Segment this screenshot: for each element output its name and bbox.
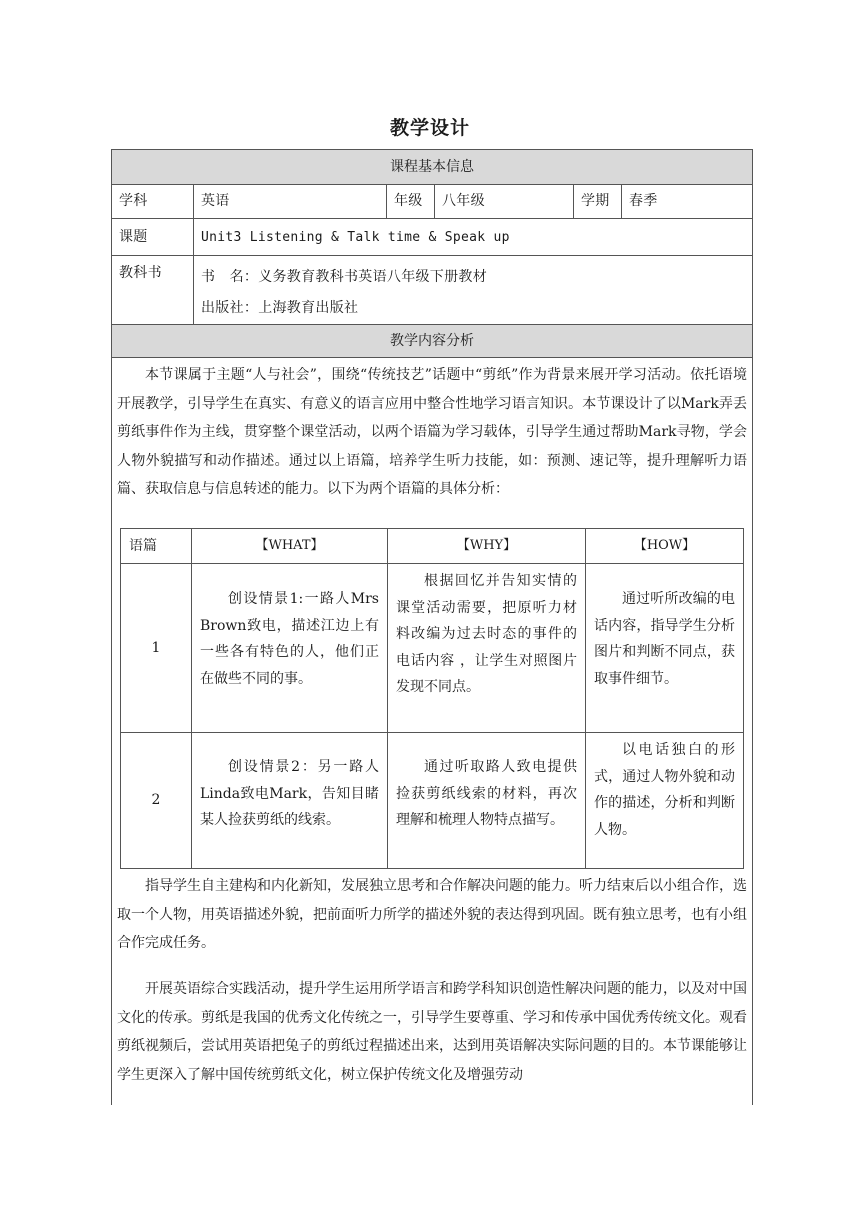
lesson-design-table <box>111 149 753 1105</box>
row-number: 1 <box>121 564 192 732</box>
textbook-name: 书 名：义务教育教科书英语八年级下册教材 <box>201 269 487 285</box>
textbook-label: 教科书 <box>112 256 194 324</box>
row-what: 创设情景2：另一路人Linda致电Mark，告知目睹某人捡获剪纸的线索。 <box>192 733 388 868</box>
header-what: 【WHAT】 <box>192 529 388 563</box>
topic-row <box>112 219 752 256</box>
page-title: 教学设计 <box>389 117 470 139</box>
row-what: 创设情景1:一路人Mrs Brown致电，描述江边上有一些各有特色的人，他们正在做些不同的事。 <box>192 564 388 732</box>
intro-paragraph: 本节课属于主题“人与社会”，围绕“传统技艺”话题中“剪纸”作为背景来展开学习活动。依托语境开展教学，引导学生在真实、有意义的语言应用中整合性地学习语言知识。本节课设计了以Mark弄丢剪纸事件作为主线，贯穿整个课堂活动，以两个语篇为学习载体，引导学生通过帮助Mark寻物，学会人物外貌描写和动作描述。通过以上语篇，培养学生听力技能，如：预测、速记等，提升理解听力语篇、获取信息与信息转述的能力。以下为两个语篇的具体分析： <box>117 367 747 497</box>
textbook-row <box>112 256 752 325</box>
textbook-value <box>194 256 752 324</box>
grade-value: 八年级 <box>435 185 574 218</box>
row-how: 以电话独白的形式，通过人物外貌和动作的描述，分析和判断人物。 <box>594 742 735 838</box>
text-analysis-table <box>120 528 744 869</box>
course-info-row <box>112 185 752 219</box>
row-number: 2 <box>121 733 192 868</box>
header-why: 【WHY】 <box>388 529 586 563</box>
section-header-content-analysis: 教学内容分析 <box>112 325 752 358</box>
grade-label: 年级 <box>387 185 435 218</box>
subject-label: 学科 <box>112 185 194 218</box>
table-row <box>121 733 743 868</box>
header-text-col: 语篇 <box>121 529 192 563</box>
subject-value: 英语 <box>194 185 387 218</box>
culture-paragraph: 开展英语综合实践活动，提升学生运用所学语言和跨学科知识创造性解决问题的能力，以及对中国文化的传承。剪纸是我国的优秀文化传统之一，引导学生要尊重、学习和传承中国优秀传统文化。观看剪纸视频后，尝试用英语把兔子的剪纸过程描述出来，达到用英语解决实际问题的目的。本节课能够让学生更深入了解中国传统剪纸文化，树立保护传统文化及增强劳动 <box>117 981 747 1083</box>
term-label: 学期 <box>574 185 622 218</box>
table-row <box>121 564 743 733</box>
textbook-publisher: 出版社：上海教育出版社 <box>201 300 359 316</box>
row-how: 通过听所改编的电话内容，指导学生分析图片和判断不同点，获取事件细节。 <box>594 591 735 687</box>
term-value: 春季 <box>629 193 658 209</box>
topic-value: Unit3 Listening & Talk time & Speak up <box>201 230 510 245</box>
practice-paragraph: 指导学生自主建构和内化新知，发展独立思考和合作解决问题的能力。听力结束后以小组合作，选取一个人物，用英语描述外貌，把前面听力所学的描述外貌的表达得到巩固。既有独立思考，也有小组合作完成任务。 <box>117 878 747 951</box>
row-why: 通过听取路人致电提供捡获剪纸线索的材料，再次理解和梳理人物特点描写。 <box>388 733 586 868</box>
header-how: 【HOW】 <box>633 538 696 553</box>
row-why: 根据回忆并告知实情的课堂活动需要，把原听力材料改编为过去时态的事件的电话内容 ，让学生对照图片发现不同点。 <box>388 564 586 732</box>
topic-label: 课题 <box>112 219 194 255</box>
section-header-course-info: 课程基本信息 <box>112 150 752 185</box>
analysis-header-row <box>121 529 743 564</box>
